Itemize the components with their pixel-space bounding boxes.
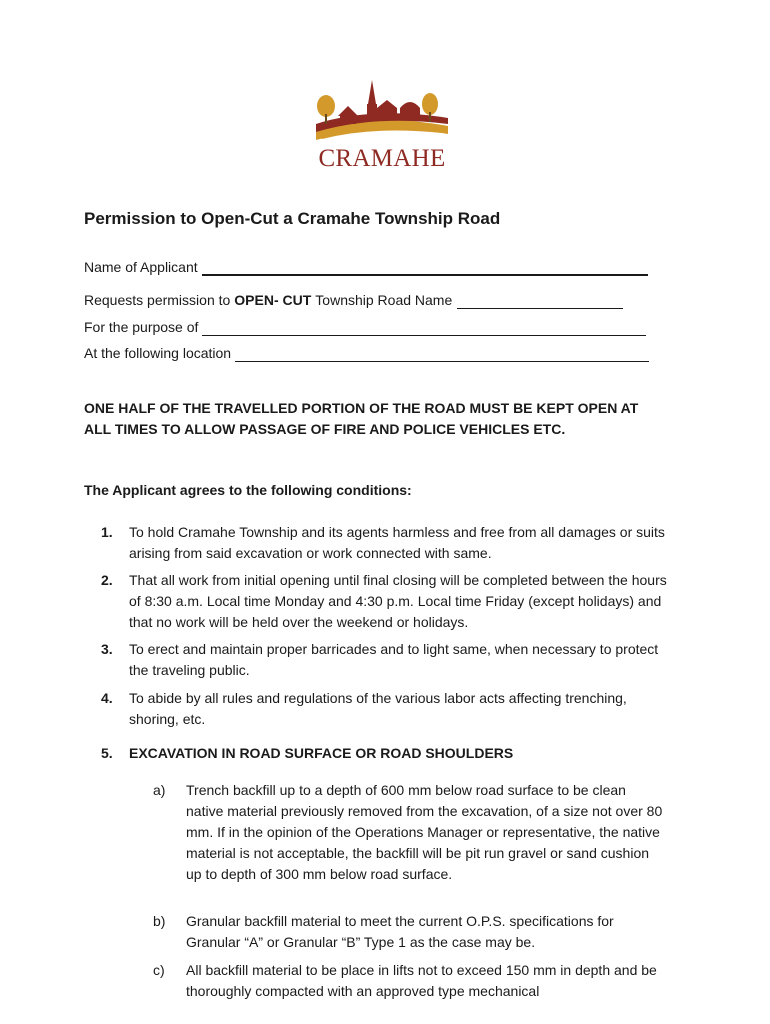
road-name-field	[84, 291, 623, 309]
logo-wordmark: CRAMAHE	[318, 145, 446, 172]
document-title: Permission to Open-Cut a Cramahe Township Road	[84, 209, 501, 228]
road-open-warning: ONE HALF OF THE TRAVELLED PORTION OF THE ROAD MUST BE KEPT OPEN AT ALL TIMES TO ALLOW PASSAGE OF FIRE AND POLICE VEHICLES ETC.	[84, 400, 639, 437]
condition-text: To abide by all rules and regulations of the various labor acts affecting trenching, shoring, etc.	[129, 690, 627, 727]
condition-text: To erect and maintain proper barricades and to light same, when necessary to protect the traveling public.	[129, 641, 659, 678]
purpose-label: For the purpose of	[84, 319, 199, 335]
location-line[interactable]	[235, 347, 649, 362]
purpose-field	[84, 318, 646, 336]
subcondition-text: Trench backfill up to a depth of 600 mm below road surface to be clean native material previously removed from the excavation, of a size not over 80 mm. If in the opinion of the Operations Manager or representative, the native material is not acceptable, the backfill will be pit run gravel or sand cushion up to depth of 300 mm below road surface.	[186, 782, 663, 882]
purpose-line[interactable]	[202, 321, 646, 336]
applicant-name-label: Name of Applicant	[84, 259, 198, 275]
applicant-name-line[interactable]	[202, 260, 648, 276]
subcondition-text: All backfill material to be place in lifts not to exceed 150 mm in depth and be thoroughly compacted with an approved type mechanical	[186, 962, 657, 999]
condition-number: 4.	[101, 690, 113, 706]
subcondition-letter: c)	[153, 962, 165, 978]
condition-text: EXCAVATION IN ROAD SURFACE OR ROAD SHOULDERS	[129, 745, 514, 761]
subcondition-text: Granular backfill material to meet the current O.P.S. specifications for Granular “A” or Granular “B” Type 1 as the case may be.	[186, 913, 614, 950]
cramahe-logo	[312, 74, 452, 170]
subcondition-letter: a)	[153, 782, 166, 798]
condition-number: 2.	[101, 572, 113, 588]
condition-text: To hold Cramahe Township and its agents harmless and free from all damages or suits arising from said excavation or work connected with same.	[129, 524, 665, 561]
conditions-heading: The Applicant agrees to the following conditions:	[84, 482, 412, 498]
township-landscape-icon	[312, 74, 452, 146]
applicant-name-field	[84, 258, 648, 276]
road-name-line[interactable]	[457, 294, 623, 309]
subcondition-letter: b)	[153, 913, 166, 929]
location-label: At the following location	[84, 345, 232, 361]
request-prefix: Requests permission to	[84, 292, 231, 308]
condition-text: That all work from initial opening until final closing will be completed between the hours of 8:30 a.m. Local time Monday and 4:30 p.m. Local time Friday (except holidays) and that no work will be held over the weekend or holidays.	[129, 572, 667, 630]
location-field	[84, 344, 649, 362]
condition-number: 5.	[101, 745, 113, 761]
condition-number: 1.	[101, 524, 113, 540]
condition-number: 3.	[101, 641, 113, 657]
road-name-label: Township Road Name	[315, 292, 453, 308]
request-bold: OPEN- CUT	[234, 292, 312, 308]
